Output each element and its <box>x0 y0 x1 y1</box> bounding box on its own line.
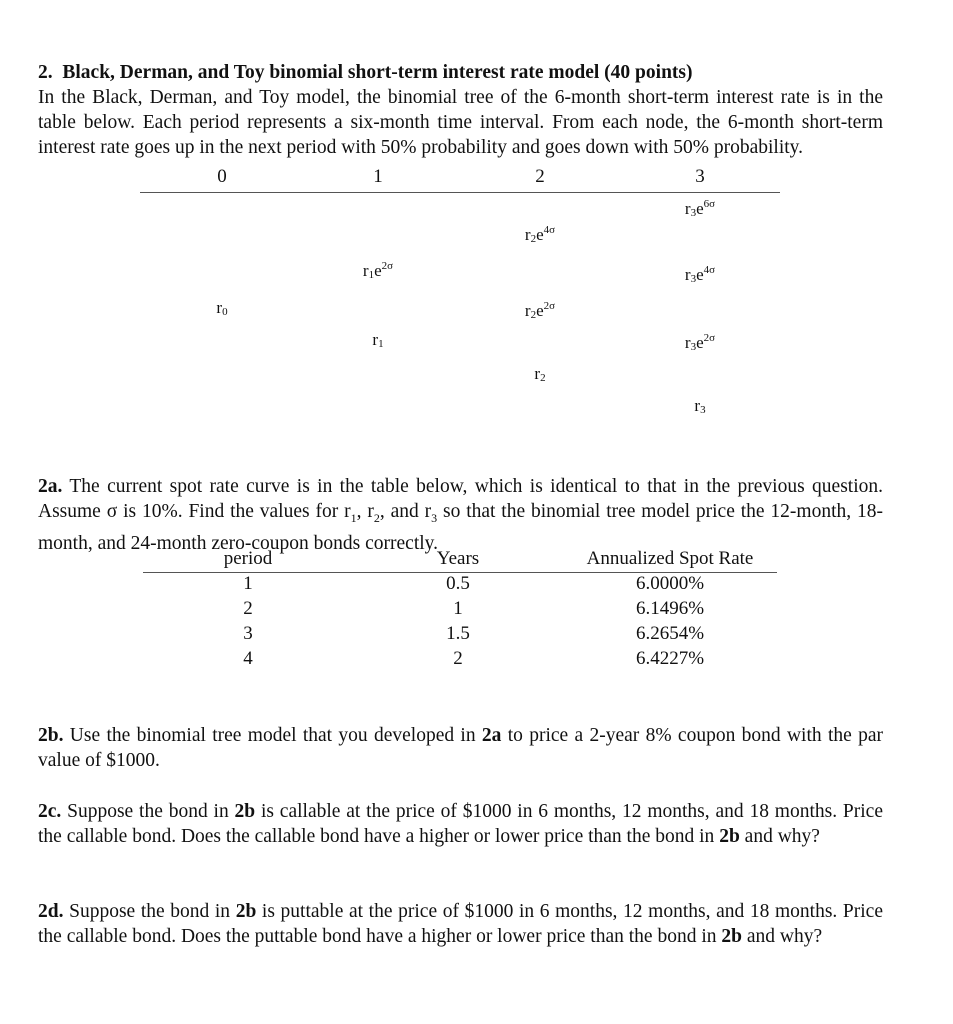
part-b <box>38 723 883 773</box>
problem-number: 2. <box>38 62 53 83</box>
tree-node: $r_2e^{4\sigma}$ <box>524 224 556 245</box>
part-d <box>38 899 883 949</box>
tree-node: $r_3$ <box>694 396 706 416</box>
problem-intro: In the Black, Derman, and Toy model, the binomial tree of the 6-month short-term interest rate is in the table below. Each period represents a six-month time interval. From each node, the 6-month short-term interest rate goes up in the next period with 50% probability and goes down with 50% probability. <box>38 87 883 158</box>
table-row: 2 1 6.1496% <box>243 598 705 619</box>
column-header: Annualized Spot Rate <box>586 548 754 569</box>
table-row: 1 0.5 6.0000% <box>243 573 705 594</box>
column-header: period <box>223 548 273 569</box>
column-header: Years <box>436 548 480 569</box>
header-rule <box>140 192 780 193</box>
tree-node: $r_3e^{2\sigma}$ <box>684 332 716 353</box>
table-row: 3 1.5 6.2654% <box>243 623 705 644</box>
binomial-tree <box>140 160 780 430</box>
part-a <box>38 474 883 556</box>
part-b-text: 2b. Use the binomial tree model that you developed in 2a to price a 2-year 8% coupon bond with the par value of $1000. <box>38 725 883 771</box>
tree-node: $r_3e^{6\sigma}$ <box>684 198 716 219</box>
part-c-text: 2c. Suppose the bond in 2b is callable at the price of $1000 in 6 months, 12 months, and 18 months. Price the callable bond. Does the callable bond have a higher or lower price than the bond in 2b and why? <box>38 801 883 847</box>
period-header-1: 1 <box>373 166 383 187</box>
tree-node: $r_0$ <box>216 298 228 318</box>
tree-node: $r_2$ <box>534 364 546 384</box>
tree-node: $r_1e^{2\sigma}$ <box>362 260 394 281</box>
problem-title <box>38 60 883 85</box>
period-header-0: 0 <box>217 166 227 187</box>
part-c <box>38 799 883 849</box>
period-header-2: 2 <box>535 166 545 187</box>
part-d-text: 2d. Suppose the bond in 2b is puttable at the price of $1000 in 6 months, 12 months, and 18 months. Price the callable bond. Does the puttable bond have a higher or lower price than the bond in 2b and why? <box>38 901 883 947</box>
spot-rate-table <box>143 548 777 673</box>
table-header <box>143 548 777 573</box>
part-a-text: 2a. The current spot rate curve is in the table below, which is identical to that in the previous question. Assume σ is 10%. Find the values for $r_1$, $r_2$, and $r_3$ so that the binomial tree model price the 12-month, 18-month, and 24-month zero-coupon bonds correctly. <box>38 476 884 554</box>
period-header-3: 3 <box>695 166 705 187</box>
table-row: 4 2 6.4227% <box>243 648 705 669</box>
tree-node: $r_3e^{4\sigma}$ <box>684 264 716 285</box>
tree-node: $r_2e^{2\sigma}$ <box>524 300 556 321</box>
problem-header <box>38 60 883 160</box>
tree-node: $r_1$ <box>372 330 384 350</box>
problem-title-text: Black, Derman, and Toy binomial short-term interest rate model (40 points) <box>62 62 693 83</box>
